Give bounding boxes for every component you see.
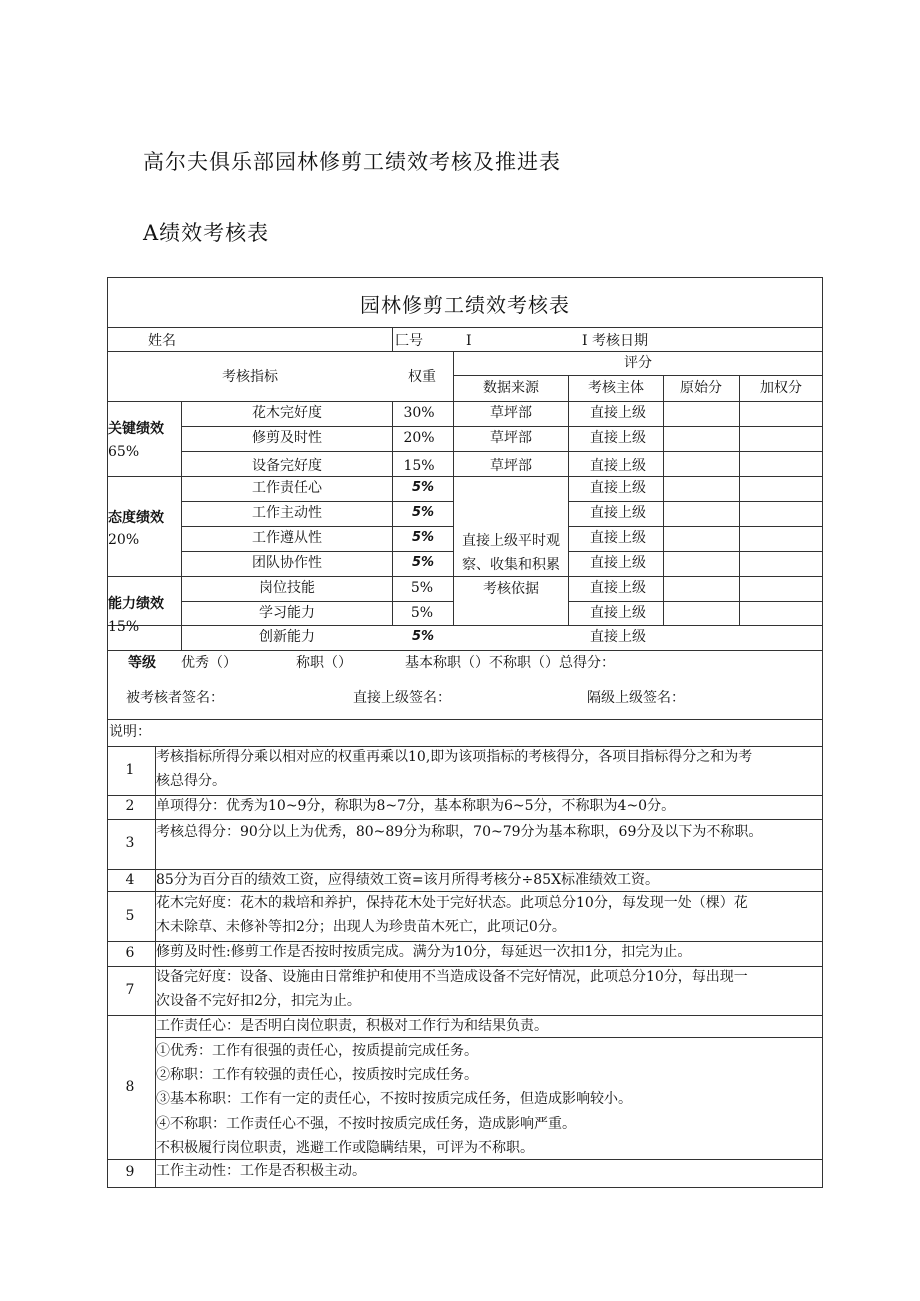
assessee-signature-label: 被考核者签名： <box>126 690 224 706</box>
rule <box>108 869 822 870</box>
item-source: 草坪部 <box>490 458 532 474</box>
direct-supervisor-signature-label: 直接上级签名： <box>353 690 451 706</box>
document-title: 高尔夫俱乐部园林修剪工绩效考核及推进表 <box>143 150 561 174</box>
note-number: 3 <box>125 835 135 851</box>
rule <box>108 941 822 942</box>
rule <box>568 501 822 502</box>
note-text: 核总得分。 <box>156 773 226 789</box>
rule <box>108 476 822 477</box>
grade-basic-total: 基本称职（）不称职（）总得分： <box>405 655 615 671</box>
item-weight: 5% <box>411 505 435 520</box>
group-key-pct: 65% <box>108 444 140 460</box>
form-title: 园林修剪工绩效考核表 <box>360 293 570 317</box>
note-text: 工作责任心：是否明白岗位职责，积极对工作行为和结果负责。 <box>156 1018 548 1034</box>
note-number: 4 <box>125 872 135 888</box>
note-text: 次设备不完好扣2分，扣完为止。 <box>156 993 361 1009</box>
rule <box>181 501 453 502</box>
item-weight: 5% <box>411 555 435 570</box>
rule <box>108 625 822 626</box>
note-text: ①优秀：工作有很强的责任心，按质提前完成任务。 <box>156 1043 478 1059</box>
separator-mark: I <box>466 333 472 349</box>
id-label: 匚号 <box>395 333 423 349</box>
rule <box>663 375 664 625</box>
note-text: 考核总得分：90分以上为优秀，80~89分为称职，70~79分为基本称职，69分及以下为不称职。 <box>156 824 763 840</box>
rule <box>108 966 822 967</box>
item-assessor: 直接上级 <box>590 605 646 621</box>
item-source: 草坪部 <box>490 405 532 421</box>
rule <box>453 375 822 376</box>
rule <box>108 1159 822 1160</box>
item-weight: 5% <box>411 629 435 644</box>
merged-source-line: 直接上级平时观 <box>462 533 560 549</box>
note-number: 5 <box>125 908 135 924</box>
rule <box>568 375 569 625</box>
item-assessor: 直接上级 <box>590 530 646 546</box>
rule <box>392 327 393 351</box>
item-name: 团队协作性 <box>252 555 322 571</box>
note-number: 2 <box>125 798 135 814</box>
indicator-header: 考核指标 <box>222 369 278 385</box>
item-weight: 5% <box>411 530 435 545</box>
rule <box>453 351 454 625</box>
item-weight: 5% <box>410 580 434 596</box>
item-name: 工作主动性 <box>252 505 322 521</box>
merged-source-line: 察、收集和积累 <box>462 557 560 573</box>
assessment-form <box>107 277 823 1188</box>
score-header: 评分 <box>624 355 652 371</box>
note-text: 花木完好度：花木的栽培和养护，保持花木处于完好状态。此项总分10分，每发现一处（棵）花 <box>156 895 748 911</box>
rule <box>392 401 393 625</box>
item-name: 设备完好度 <box>252 458 322 474</box>
note-text: 木未除草、未修补等扣2分；出现人为珍贵苗木死亡，此项记0分。 <box>156 919 566 935</box>
item-assessor: 直接上级 <box>590 555 646 571</box>
section-title: A绩效考核表 <box>143 221 270 245</box>
rule <box>108 819 822 820</box>
item-weight: 30% <box>403 405 435 421</box>
rule <box>181 426 822 427</box>
rule <box>108 891 822 892</box>
item-assessor: 直接上级 <box>590 480 646 496</box>
rule <box>108 719 822 720</box>
rule <box>108 327 822 328</box>
merged-source-line: 考核依据 <box>483 581 539 597</box>
note-text: 考核指标所得分乘以相对应的权重再乘以10,即为该项指标的考核得分，各项目指标得分之和为考 <box>156 749 753 765</box>
date-label: I 考核日期 <box>582 333 648 349</box>
item-name: 修剪及时性 <box>252 430 322 446</box>
rule <box>181 526 453 527</box>
note-text: 修剪及时性:修剪工作是否按时按质完成。满分为10分，每延迟一次扣1分，扣完为止。 <box>156 944 692 960</box>
name-label: 姓名 <box>148 333 176 349</box>
rule <box>155 1037 822 1038</box>
item-source: 草坪部 <box>490 430 532 446</box>
item-name: 创新能力 <box>259 629 315 645</box>
rule <box>108 1015 822 1016</box>
item-name: 工作遵从性 <box>252 530 322 546</box>
rule <box>568 551 822 552</box>
rule <box>108 650 822 651</box>
rule <box>108 401 822 402</box>
note-number: 1 <box>125 762 135 778</box>
item-assessor: 直接上级 <box>590 458 646 474</box>
rule <box>568 526 822 527</box>
grade-competent: 称职（） <box>296 655 352 671</box>
weighted-score-header: 加权分 <box>760 380 802 396</box>
item-name: 工作责任心 <box>252 480 322 496</box>
item-assessor: 直接上级 <box>590 580 646 596</box>
weight-header: 权重 <box>408 369 436 385</box>
item-assessor: 直接上级 <box>590 629 646 645</box>
rule <box>181 451 822 452</box>
note-text: 单项得分：优秀为10~9分，称职为8~7分，基本称职为6~5分，不称职为4~0分。 <box>156 798 676 814</box>
grade-excellent: 优秀（） <box>181 655 237 671</box>
item-weight: 15% <box>403 458 435 474</box>
rule <box>181 551 453 552</box>
note-number: 6 <box>125 945 135 961</box>
note-number: 7 <box>125 982 135 998</box>
rule <box>181 601 453 602</box>
rule <box>108 746 822 747</box>
group-attitude-pct: 20% <box>108 532 140 548</box>
note-text: ④不称职：工作责任心不强，不按时按质完成任务，造成影响严重。 <box>156 1116 576 1132</box>
note-text: 不积极履行岗位职责，逃避工作或隐瞒结果，可评为不称职。 <box>156 1140 534 1156</box>
grade-label: 等级 <box>128 655 156 671</box>
item-weight: 5% <box>410 605 434 621</box>
note-text: ③基本称职：工作有一定的责任心，不按时按质完成任务，但造成影响较小。 <box>156 1091 632 1107</box>
note-number: 9 <box>125 1164 135 1180</box>
rule <box>108 795 822 796</box>
source-header: 数据来源 <box>483 380 539 396</box>
item-name: 花木完好度 <box>252 405 322 421</box>
rule <box>739 375 740 625</box>
group-ability-pct: 15% <box>108 619 140 635</box>
rule <box>181 401 182 650</box>
item-weight: 20% <box>403 430 435 446</box>
note-number: 8 <box>125 1079 135 1095</box>
item-name: 学习能力 <box>259 605 315 621</box>
raw-score-header: 原始分 <box>680 380 722 396</box>
rule <box>568 601 822 602</box>
item-weight: 5% <box>411 480 435 495</box>
rule <box>108 351 822 352</box>
note-text: 设备完好度：设备、设施由日常维护和使用不当造成设备不完好情况，此项总分10分，每出现一 <box>156 969 748 985</box>
item-name: 岗位技能 <box>259 580 315 596</box>
item-assessor: 直接上级 <box>590 405 646 421</box>
group-ability-name: 能力绩效 <box>108 596 164 612</box>
note-text: ②称职：工作有较强的责任心，按质按时完成任务。 <box>156 1067 478 1083</box>
note-text: 工作主动性：工作是否积极主动。 <box>156 1163 366 1179</box>
assessor-header: 考核主体 <box>588 380 644 396</box>
group-attitude-name: 态度绩效 <box>108 510 164 526</box>
item-assessor: 直接上级 <box>590 430 646 446</box>
group-key-name: 关键绩效 <box>108 421 164 437</box>
notes-label: 说明： <box>109 724 151 740</box>
item-assessor: 直接上级 <box>590 505 646 521</box>
note-text: 85分为百分百的绩效工资，应得绩效工资=该月所得考核分÷85X标准绩效工资。 <box>156 872 660 888</box>
skip-level-signature-label: 隔级上级签名： <box>587 690 685 706</box>
